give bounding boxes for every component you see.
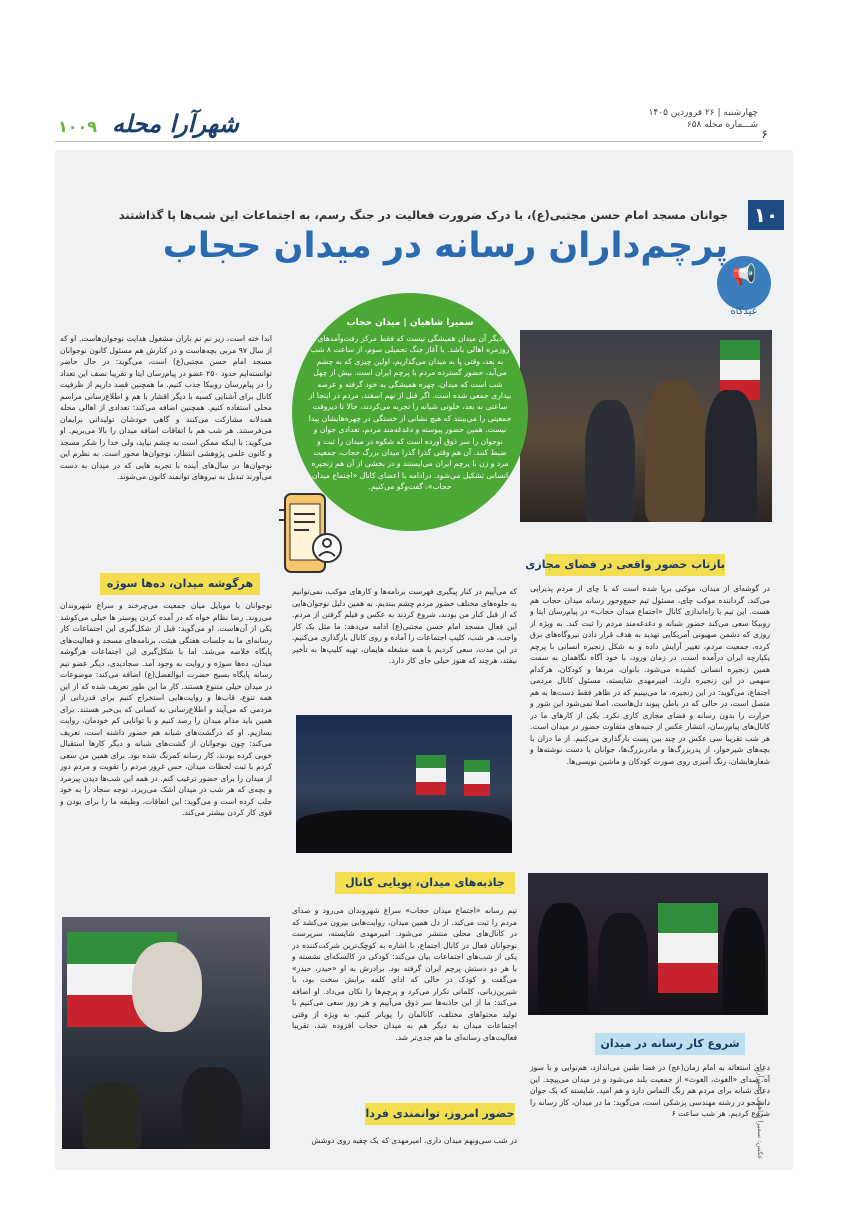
section-text-shoru: دعای استغاثه به امام زمان(عج) در فضا طنین می‌اندازد، هم‌نوایی و با سوز آه. صدای «الغوث، الغوث» از جمعیت بلند می‌شود و در میدان می‌پیچد. این دعای شبانه برای مردم هم رنگ التماس دارد و هم امید. شایسته که یک جوان دانشجو در رشته مهندسی پزشکی است، می‌گوید: ما در میدان، کار رسانه را شروع کردیم. هر شب ساعت ۶ bbox=[530, 1063, 770, 1118]
portrait-figure bbox=[132, 942, 202, 1032]
issue-badge: ۱۰۰۹ bbox=[58, 117, 98, 136]
crowd-silhouette bbox=[296, 810, 512, 853]
megaphone-icon: 📢 bbox=[731, 262, 757, 286]
magazine-name: شهرآرا محله bbox=[112, 109, 239, 138]
section-heading-harghushe: هرگوشه میدان، ده‌ها سوژه bbox=[100, 573, 260, 595]
flag-image bbox=[464, 760, 490, 796]
intro-author: سمیرا شاهیان | میدان حجاب bbox=[346, 318, 474, 328]
intro-text: دیگر آن میدان همیشگی نیست که فقط مرکز رفت‌وآمدهای روزمره اهالی باشد. با آغاز جنگ تحمیلی سوم، از ساعت ۸ شب به بعد، وقتی پا به میدان می‌گذاریم، اولین چیزی که به چشم می‌آید، حضور گسترده مردم با پرچم ایران است. بیش از چهل شب است که میدان، چهره همیشگی به خود گرفته و عرصه بیداری جمعی شده است. اگر قبل از نهم اسفند، مردم در اینجا از ساعتی به بعد، خلوتی شبانه را تجربه می‌کردند، حالا تا دیروقت جمعیتی را می‌بینند که هیچ نشانی از خستگی در چهره‌هایشان پیدا نیست. همین حضور پیوسته و دغدغه‌مند مردم، تعدادی جوان و نوجوان را سر ذوق آورده است که شکوه در میدان را ثبت و ضبط کنند. آن هم وقتی گذرا گذرا میدان بزرگ حجاب، جمعیت مرد و زن با پرچم ایران می‌ایستند و در بخشی از آن هم زنجیره انسانی تشکیل می‌شود. درادامه با اعضای کانال «اجتماع میدان حجاب»، گفت‌وگو می‌کنیم. bbox=[308, 334, 512, 492]
photo-portrait-banner bbox=[62, 917, 270, 1149]
category-label: عیدگاه bbox=[730, 306, 758, 317]
person-figure bbox=[705, 390, 757, 522]
section-heading-shoru: شروع کار رسانه در میدان bbox=[595, 1033, 745, 1055]
photo-women-with-flag bbox=[528, 873, 768, 1015]
photo-teens-in-square bbox=[520, 330, 772, 522]
article-headline: پرچم‌داران رسانه در میدان حجاب bbox=[162, 226, 728, 266]
person-figure bbox=[723, 908, 765, 1015]
date-line: چهارشنبه | ۲۶ فروردین ۱۴۰۵ bbox=[648, 108, 758, 118]
section-heading-hozur: حضور امروز، توانمندی فردا bbox=[365, 1103, 515, 1125]
section-text-baztab: در گوشه‌ای از میدان، موکبی برپا شده است که با چای از مردم پذیرایی می‌کند. گرداننده موکب چای، مسئول تیم جمع‌وجور رسانه میدان حجاب هم هست. این تیم با راه‌اندازی کانال «اجتماع میدان حجاب» در پیام‌رسان ایتا و روبیکا سعی می‌کند حضور شبانه و دغدغه‌مند مردم را ثبت کند. به ویژه از روزی که دشمن صهیونی آمریکایی تهدید به هدف قرار دادن نیروگاه‌های برق کرده، جمعیت مردم، تغییر آرایش داده و به شکل زنجیره انسانی با پرچم یکپارچه ایران درآمده است. در زمان ورود، با خود آگاه نگاهمان به سمت همین زنجیره انسانی کشیده می‌شود. بانوان، مردها و کودکان، هرکدام سهمی در این زنجیره دارند. امیرمهدی شایسته، مسئول کانال مردمی اجتماع، می‌گوید: در این زنجیره، ما می‌بینیم که در ظاهر فقط دست‌ها به هم متصل است، در حالی که در باطن پیوند دل‌هاست. اصلا نمی‌شود این شور و حرارت را بدون رسانه و فضای مجازی کاری نکرد. یکی از کارهای ما در کانال‌های پیام‌رسان، انتشار عکس از جنبه‌های متفاوت حضور در میدان است. هر شب تقریبا سی عکس در چند بین پست بارگذاری می‌کنیم. از ما دران با بچه‌های شیرخوار، از پدربزرگ‌ها و مادربزرگ‌ها، جوانان با دست نوشته‌ها و شعارها‌یشان، رنگ آمیزی روی صورت کودکان و ماشین نویسی‌ها. bbox=[530, 584, 770, 766]
page-number: ۶ bbox=[761, 127, 768, 141]
flag-image bbox=[416, 755, 446, 795]
person-figure bbox=[82, 1082, 142, 1149]
section-text-hozur: در شب سی‌ونهم میدان داری، امیرمهدی که یک چفیه روی دوشش bbox=[311, 1136, 517, 1145]
issue-line: شـــماره محله ۶۵۸ bbox=[686, 120, 758, 130]
person-figure bbox=[182, 1067, 242, 1149]
smartphone-user-icon bbox=[277, 490, 347, 580]
publication-info bbox=[649, 107, 758, 131]
header-rule bbox=[55, 141, 763, 142]
article-number-badge: ۱۰ bbox=[748, 200, 784, 230]
person-figure bbox=[645, 380, 705, 522]
photo-night-crowd bbox=[296, 715, 512, 853]
section-text-harghushe: نوجوانان با موبایل میان جمعیت می‌چرخند و سراغ شهروندان می‌روند. رضا نظام خواه که در آمده کردن پوستر ها خیلی می‌کوشد یکی از آن‌هاست. او می‌گوید: قبل از شکل‌گیری این اجتماعات کار رسانه‌ای ما به جلسات هفتگی هیئت، برنامه‌های مسجد و فعالیت‌های پایگاه خلاصه می‌شد. اما با شکل‌گیری این اجتماعات هرگوشه میدان، ده‌ها سوژه و روایت به وجود آمد. سجادیدی، دیگر عضو تیم رسانه پایگاه بسیج حضرت ابوالفضل(ع) اضافه می‌کند: موضوعات در میدان خیلی متنوع هستند. کار ما این طور تعریف شده که از این همه تنوع، قاب‌ها و روایت‌هایی استخراج کنیم برای قدردانی از مردمی که می‌آیند و اطلاع‌رسانی به کسانی که بی‌خبر هستند. برای همین باید مدام میدان را رصد کنیم و با توانایی کم خودمان، روایت بسازیم. او که درگشت‌های شبانه هم حضور داشته است، تعریف می‌کند: چون نوجوانان از گشت‌های شبانه و دیگر کارها استقبال خوبی کرده بودند، کار رسانه کمرنگ شده بود. برای همین من سعی کردم با ثبت لحظات میدان، حس غرور مردم را تقویت و مردم دور از میدان را برای حضور ترغیب کنم. در همه این شب‌ها دیدن پیرمرد و بچه‌ی که هر شب در میدان اشک می‌ریزد، توجه سجاد را به خود جلب کرده است و می‌گوید: این اتفاقات، وظیفه ما را برای بودن و قوی کار کردن بیشتر می‌کند. bbox=[60, 601, 272, 817]
section-heading-baztab: بازتاب حضور واقعی در فضای مجازی bbox=[545, 554, 725, 576]
person-figure bbox=[585, 400, 635, 522]
column-text-top-left: اندا خته است، زیر نم نم باران مشغول هدایت نوجوان‌هاست. او که از سال ۹۷ مربی بچه‌هاست و در کنارش هم مسئول کانون نوجوانان مسجد امام حسن مجتبی(ع) است، می‌گوید: در حال حاضر توانسته‌ایم حدود ۲۵۰ عضو در پیام‌رسان ایتا و تقریبا نصف این تعداد را در پیام‌رسان روبیکا جذب کنیم. ما همچنین قصد داریم از ظرفیت کانال برای آشنایی کسبه با دیگر اقشار با هم و اطلاع‌رسانی مراسم محلی استفاده کنیم. همچنین اضافه می‌کند: تعدادی از اهالی محله همدلانه مشارکت می‌کنند و گاهی خودشان تولیداتی برایمان می‌فرستند. هر شب هم با اتفاقات اضافه میدان را بالا می‌بریم. او می‌گوید: با اینکه ممکن است به چشم نیاید، ولی خدا را شکر مسجد و کانون علمی پژوهشی انتظار، نوجوان‌ها محور است. به نظرم این نوجوان‌ها در سال‌های آینده با تجربه هایی که در میدان به دست می‌آورند تبدیل به نیروهای توانمند کانون می‌شوند. bbox=[60, 334, 272, 481]
article-subtitle: جوانان مسجد امام حسن مجتبی(ع)، با درک ضرورت فعالیت در جنگ رسم، به اجتماعات این شب‌ها پا گذاشتند bbox=[118, 208, 728, 222]
photo-credit: عکس: سمیرا شاهیان | شهرآرا bbox=[756, 1070, 764, 1160]
column-text-middle-top: که می‌آییم در کنار پیگیری فهرست برنامه‌ها و کارهای موکب، نمی‌توانیم به جلوه‌های مختلف حضور مردم چشم ببندیم. به همین دلیل نوجوان‌هایی که از قبل کنار من بودند، شروع کردند به عکس و فیلم گرفتن از مردم. این فعال مسجد امام حسن مجتبی(ع) ادامه می‌دهد: ما مثل یک کار واجب، هر شب، کلیپ اجتماعات را آماده و روی کانال بارگذاری می‌کنیم. در این مدت، سعی کردیم با همه مشغله هایمان، تهیه کلیپ‌ها به تأخیر نیفتد، هرچند که هنوز خیلی جای کار دارد. bbox=[292, 587, 517, 665]
flag-image bbox=[658, 903, 718, 993]
section-heading-jazebe: جاذبه‌های میدان، پویایی کانال bbox=[335, 872, 515, 894]
person-figure bbox=[538, 903, 588, 1015]
section-text-jazebe: تیم رسانه «اجتماع میدان حجاب» سراغ شهروندان می‌رود و صدای مردم را ثبت می‌کند. از دل همین میدان، روایت‌هایی بیرون می‌کشد که در کانال‌های محلی منتشر می‌شود. امیرمهدی شایسته، سرپرست نوجوانان فعال در کانال اجتماع، با اشاره به کوچک‌ترین شرکت‌کننده در یکی از شب‌های اجتماعات بیان می‌کند: کودکی در کالسکه‌ای نشسته و با هر دو دستش پرچم ایران گرفته بود. برادرش به او «حیدر، حیدر» می‌گفت و کودک در حالی که ادای کلمه برایش سخت بود، با شیرین‌زبانی، کلماتی تکرار می‌کرد و پرچم‌ها را تکان می‌داد. او اضافه می‌کند: ما از این جاذبه‌ها سر ذوق می‌آییم و هر روز سعی می‌کنیم با تولید محتواهای مختلف، کانالمان را پویاتر کنیم. به ویژه از وقتی اجتماعات میدان به دیگر هم به میدان حجاب افزوده شد، تقریبا فعالیت‌های رسانه‌ای ما هم جدی‌تر شد. bbox=[292, 906, 517, 1042]
person-figure bbox=[598, 913, 648, 1015]
page-header bbox=[0, 105, 858, 153]
